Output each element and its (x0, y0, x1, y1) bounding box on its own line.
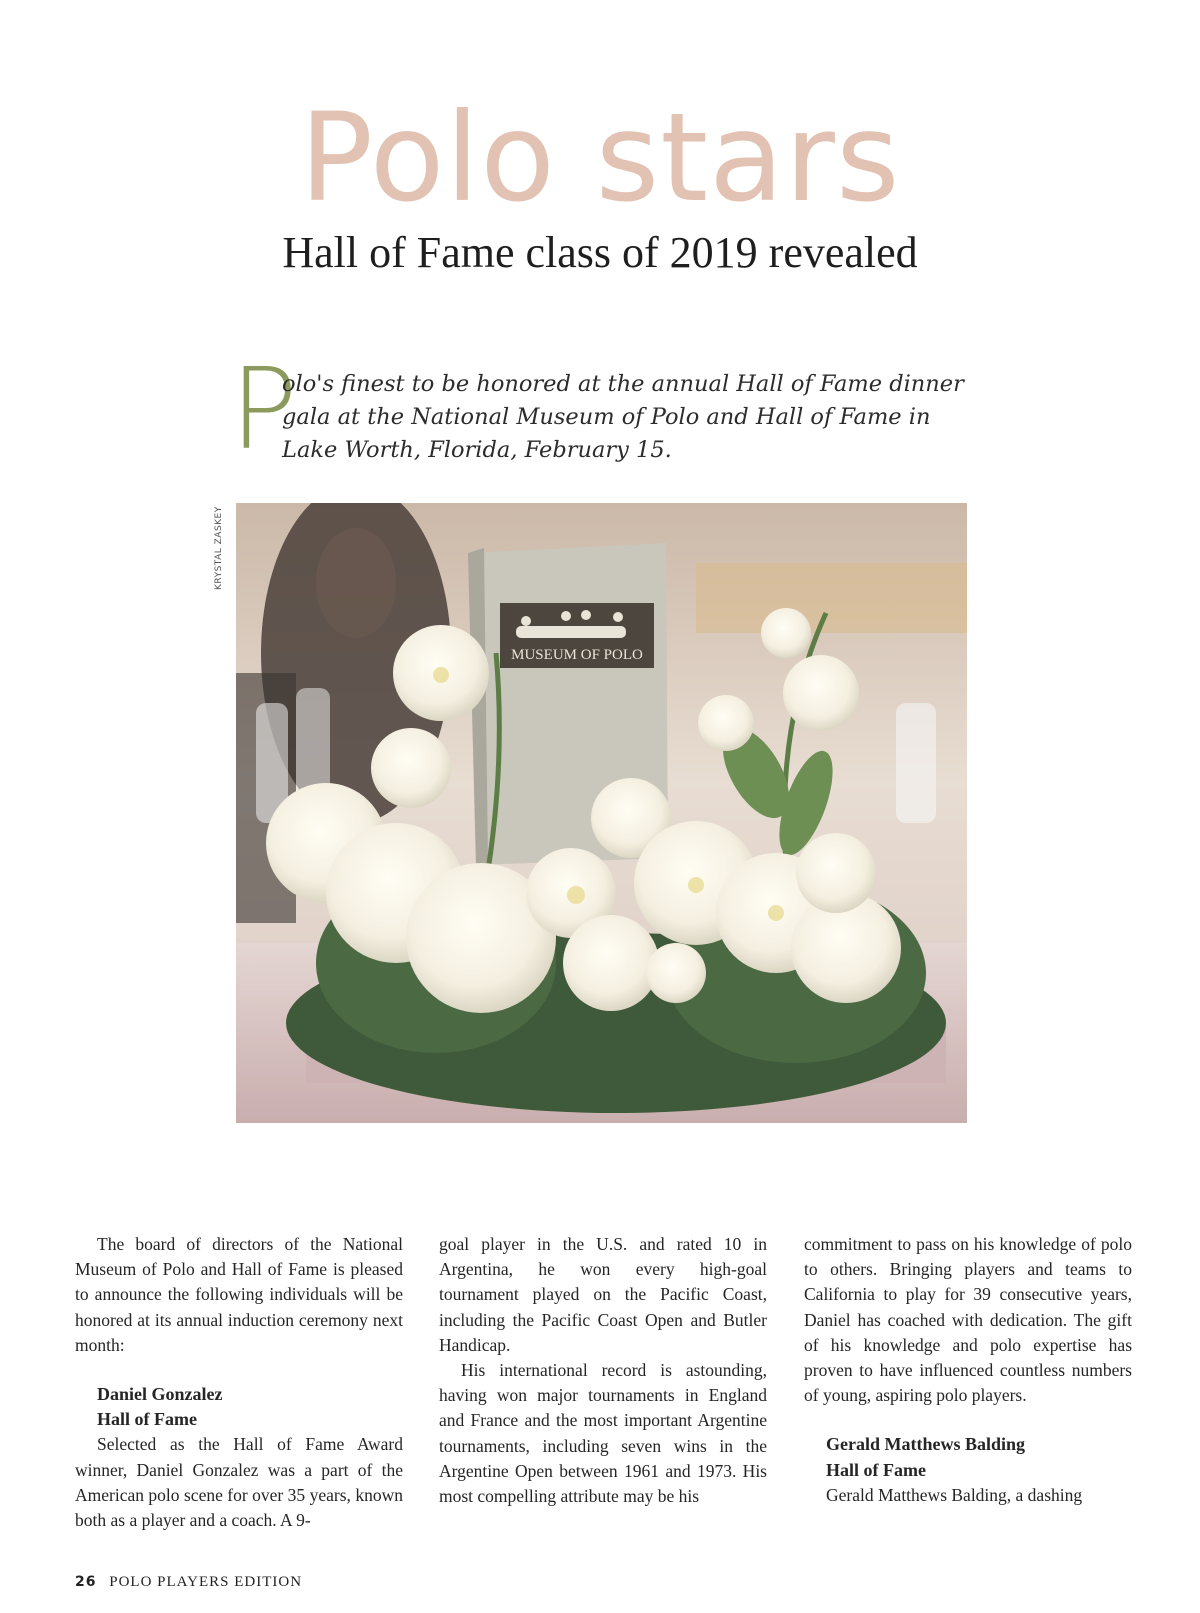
section-heading: Daniel Gonzalez (97, 1384, 223, 1405)
paragraph: The board of directors of the National Museum of Polo and Hall of Fame is pleased to announce the following individuals will be honored at its annual induction ceremony next month: (75, 1234, 403, 1355)
article-column-3 (804, 1232, 1132, 1508)
page-subtitle: Hall of Fame class of 2019 revealed (282, 228, 918, 277)
article-column-2 (439, 1232, 767, 1509)
paragraph: goal player in the U.S. and rated 10 in Argentina, he won every high-goal tournament played on the Pacific Coast, including the Pacific Coast Open and Butler Handicap. (439, 1234, 767, 1355)
section-heading: Gerald Matthews Balding (826, 1434, 1026, 1455)
page-number: 26 (75, 1574, 97, 1590)
publication-name: POLO PLAYERS EDITION (109, 1574, 303, 1590)
paragraph: Gerald Matthews Balding, a dashing (826, 1484, 1083, 1505)
section-subheading: Hall of Fame (97, 1409, 197, 1430)
card-label: MUSEUM OF POLO (511, 647, 643, 663)
centerpiece-photo (236, 503, 967, 1123)
article-deck (282, 368, 982, 467)
paragraph: His international record is astounding, having won major tournaments in England and France and the most important Argentine tournaments, including seven wins in the Argentine Open between 1961 and 1973. His most compelling attribute may be his (439, 1360, 767, 1507)
article-column-1 (75, 1232, 403, 1533)
section-subheading: Hall of Fame (826, 1459, 926, 1480)
photo-credit: KRYSTAL ZASKEY (214, 506, 224, 590)
page-title: Polo stars (299, 87, 901, 229)
paragraph: Selected as the Hall of Fame Award winner, Daniel Gonzalez was a part of the American polo scene for over 35 years, known both as a player and a coach. A 9- (75, 1434, 403, 1531)
deck-text: olo's finest to be honored at the annual Hall of Fame dinner gala at the National Museum of Polo and Hall of Fame in Lake Worth, Florida, February 15. (282, 371, 964, 463)
page-footer (75, 1574, 302, 1591)
drop-cap: P (230, 345, 298, 475)
paragraph: commitment to pass on his knowledge of polo to others. Bringing players and teams to California to play for 39 consecutive years, Daniel has coached with dedication. The gift of his knowledge and polo expertise has proven to have influenced countless numbers of young, aspiring polo players. (804, 1234, 1132, 1406)
